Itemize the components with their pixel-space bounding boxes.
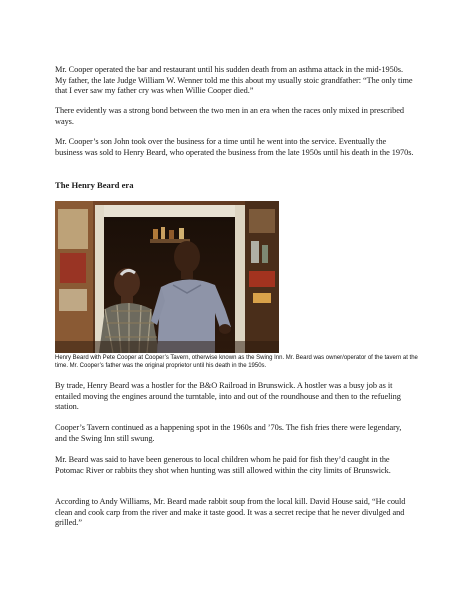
paragraph-rabbit-soup: According to Andy Williams, Mr. Beard made rabbit soup from the local kill. David House said, “He could clean and cook carp from the river and make it taste good. It was a secret recipe that he never divulged and grilled.” <box>55 497 406 528</box>
paragraph-hostler: By trade, Henry Beard was a hostler for the B&O Railroad in Brunswick. A hostler was a busy job as it entailed moving the engines around the turntable, into and out of the roundhouse and then to the refueling station. <box>55 381 401 412</box>
photo-caption: Henry Beard with Pete Cooper at Cooper’s Tavern, otherwise known as the Swing Inn. Mr. Beard was owner/operator of the tavern at the time. Mr. Cooper’s father was the original proprietor until his death in the 1950s. <box>55 355 418 369</box>
paragraph-strong-bond: There evidently was a strong bond between the two men in an era when the races only mixed in prescribed ways. <box>55 106 404 126</box>
tavern-photo-illustration <box>55 201 279 353</box>
paragraph-cooper-death: Mr. Cooper operated the bar and restaurant until his sudden death from an asthma attack in the mid-1950s. My father, the late Judge William W. Wenner told me this about my usually stoic grandfather: “The only time that I ever saw my father cry was when Willie Cooper died.” <box>55 65 413 96</box>
photo-henry-beard-pete-cooper <box>55 201 279 353</box>
section-heading: The Henry Beard era <box>55 180 134 190</box>
paragraph-generous: Mr. Beard was said to have been generous to local children whom he paid for fish they’d caught in the Potomac River or rabbits they shot when hunting was still allowed within the city limits of Brunswick. <box>55 455 391 475</box>
paragraph-happening-spot: Cooper’s Tavern continued as a happening spot in the 1960s and ’70s. The fish fries there were legendary, and the Swing Inn still swung. <box>55 423 402 443</box>
paragraph-business-sold: Mr. Cooper’s son John took over the business for a time until he went into the service. Eventually the business was sold to Henry Beard, who operated the business from the late 1950s until his death in the 1970s. <box>55 137 414 157</box>
